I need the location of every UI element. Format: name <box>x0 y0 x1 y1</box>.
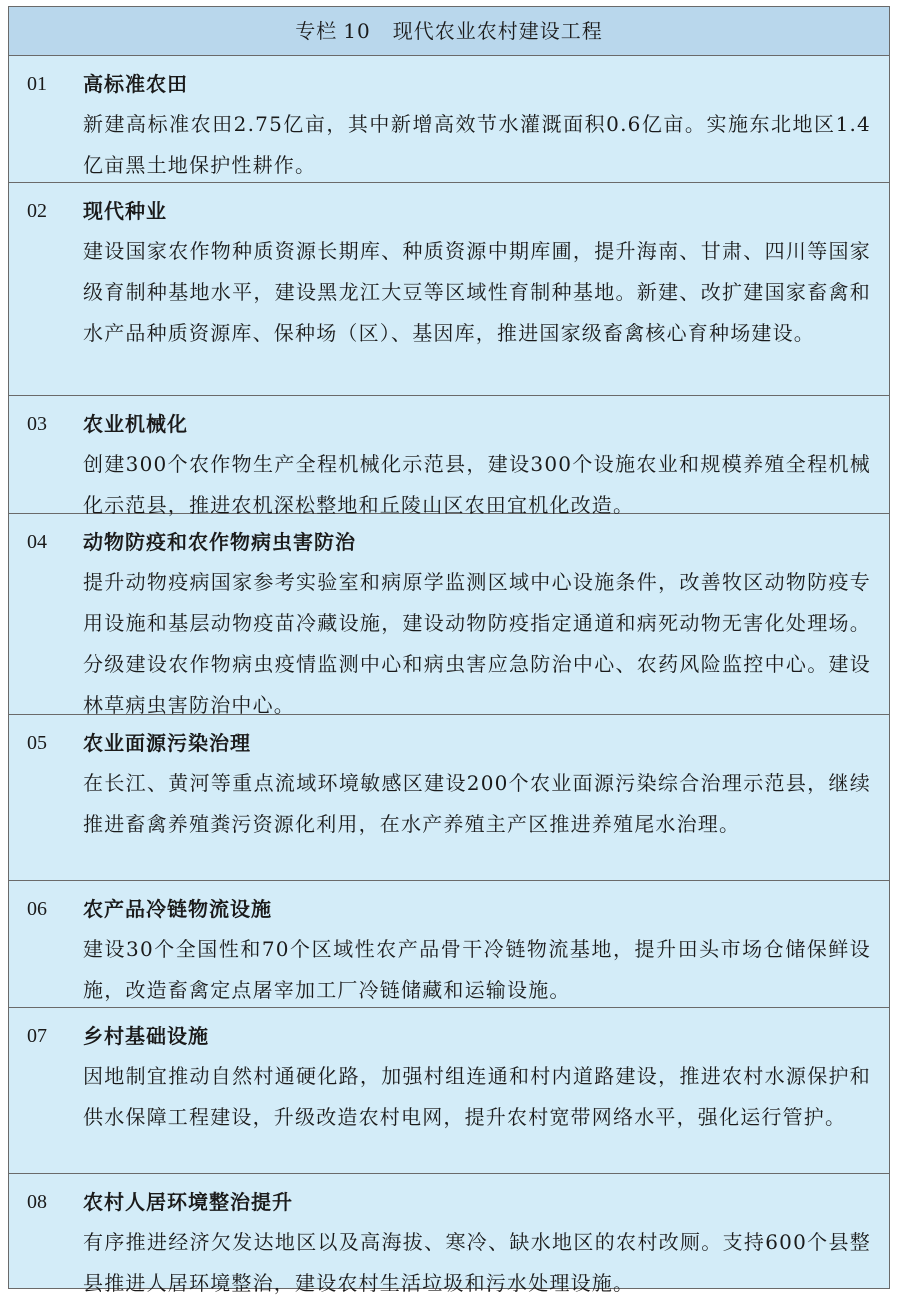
section-number: 06 <box>27 898 47 920</box>
section-title: 现代种业 <box>83 199 167 223</box>
section-title: 农产品冷链物流设施 <box>83 897 272 921</box>
section-08 <box>9 1174 889 1295</box>
section-header <box>27 723 871 763</box>
section-header <box>27 889 871 929</box>
column-number: 10 <box>343 19 371 43</box>
section-body: 因地制宜推动自然村通硬化路，加强村组连通和村内道路建设，推进农村水源保护和供水保障工程建设，升级改造农村电网，提升农村宽带网络水平，强化运行管护。 <box>83 1064 871 1129</box>
section-body: 新建高标准农田2.75亿亩，其中新增高效节水灌溉面积0.6亿亩。实施东北地区1.4亿亩黑土地保护性耕作。 <box>83 112 871 177</box>
column-title: 现代农业农村建设工程 <box>392 19 603 43</box>
section-header <box>27 191 871 231</box>
column-label: 专栏 <box>295 19 338 43</box>
section-body: 创建300个农作物生产全程机械化示范县，建设300个设施农业和规模养殖全程机械化示范县，推进农机深松整地和丘陵山区农田宜机化改造。 <box>83 452 871 517</box>
section-number: 04 <box>27 531 47 553</box>
section-title: 农村人居环境整治提升 <box>83 1190 293 1214</box>
section-number: 02 <box>27 200 47 222</box>
section-06 <box>9 881 889 1008</box>
section-title: 高标准农田 <box>83 72 188 96</box>
panel-title <box>9 7 889 56</box>
section-02 <box>9 183 889 396</box>
section-04 <box>9 514 889 715</box>
section-07 <box>9 1008 889 1174</box>
section-body: 有序推进经济欠发达地区以及高海拔、寒冷、缺水地区的农村改厕。支持600个县整县推进人居环境整治，建设农村生活垃圾和污水处理设施。 <box>83 1230 871 1295</box>
section-header <box>27 1182 871 1222</box>
section-number: 01 <box>27 73 47 95</box>
section-header <box>27 404 871 444</box>
section-title: 乡村基础设施 <box>83 1024 209 1048</box>
section-01 <box>9 56 889 183</box>
section-05 <box>9 715 889 881</box>
section-number: 05 <box>27 732 47 754</box>
section-header <box>27 64 871 104</box>
section-number: 07 <box>27 1025 47 1047</box>
section-body: 建设国家农作物种质资源长期库、种质资源中期库圃，提升海南、甘肃、四川等国家级育制种基地水平，建设黑龙江大豆等区域性育制种基地。新建、改扩建国家畜禽和水产品种质资源库、保种场（区）、基因库，推进国家级畜禽核心育种场建设。 <box>83 239 871 345</box>
section-header <box>27 1016 871 1056</box>
section-body: 提升动物疫病国家参考实验室和病原学监测区域中心设施条件，改善牧区动物防疫专用设施和基层动物疫苗冷藏设施，建设动物防疫指定通道和病死动物无害化处理场。分级建设农作物病虫疫情监测中心和病虫害应急防治中心、农药风险监控中心。建设林草病虫害防治中心。 <box>83 570 871 717</box>
section-body: 建设30个全国性和70个区域性农产品骨干冷链物流基地，提升田头市场仓储保鲜设施，改造畜禽定点屠宰加工厂冷链储藏和运输设施。 <box>83 937 871 1002</box>
section-number: 08 <box>27 1191 47 1213</box>
section-body: 在长江、黄河等重点流域环境敏感区建设200个农业面源污染综合治理示范县，继续推进畜禽养殖粪污资源化利用，在水产养殖主产区推进养殖尾水治理。 <box>83 771 871 836</box>
section-title: 农业面源污染治理 <box>83 731 251 755</box>
section-03 <box>9 396 889 517</box>
section-header <box>27 522 871 562</box>
section-title: 动物防疫和农作物病虫害防治 <box>83 530 356 554</box>
feature-column-panel <box>8 6 890 1295</box>
section-title: 农业机械化 <box>83 412 188 436</box>
section-number: 03 <box>27 413 47 435</box>
